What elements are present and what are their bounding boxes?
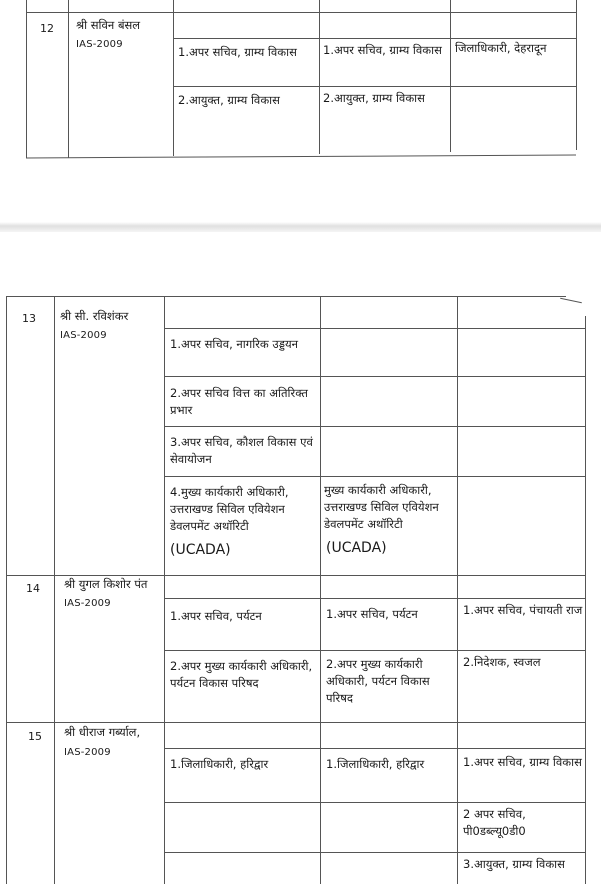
row-13-col2-ucada: (UCADA) [170,542,231,558]
row-14-number: 14 [26,582,40,595]
row-12-col3-item-2: 2.आयुक्त, ग्राम्य विकास [323,91,425,105]
page-separator [0,222,601,232]
row-13-officer-batch: IAS-2009 [60,330,107,341]
row-15-officer-name: श्री धीराज गर्ब्याल, [64,725,141,739]
row-13-col3-ucada: (UCADA) [326,540,387,556]
row-12-officer-batch: IAS-2009 [76,39,123,50]
row-15-number: 15 [28,730,42,743]
page-fragment-top [0,0,601,200]
row-12-col4-item-1: जिलाधिकारी, देहरादून [455,41,547,55]
row-13-col2-item-3: 3.अपर सचिव, कौशल विकास एवं सेवायोजन [170,435,313,466]
row-12-officer-name: श्री सविन बंसल [76,18,141,32]
row-15-col4-item-2: 2 अपर सचिव, पी0डब्ल्यू0डी0 [463,807,526,838]
row-14-col4-item-1: 1.अपर सचिव, पंचायती राज [463,603,583,617]
row-12-col2-item-1: 1.अपर सचिव, ग्राम्य विकास [178,45,297,59]
row-13-number: 13 [22,312,36,325]
row-14-officer-name: श्री युगल किशोर पंत [64,577,148,591]
row-13-col3-item-1: मुख्य कार्यकारी अधिकारी, उत्तराखण्ड सिविल एवियेशन डेवलपमेंट अथॉरिटी [324,483,439,531]
row-13-col2-item-4: 4.मुख्य कार्यकारी अधिकारी, उत्तराखण्ड सिविल एवियेशन डेवलपमेंट अथॉरिटी [170,485,289,533]
row-15-col4-item-3: 3.आयुक्त, ग्राम्य विकास [463,857,565,871]
row-15-col4-item-1: 1.अपर सचिव, ग्राम्य विकास [463,755,582,769]
row-14-col4-item-2: 2.निदेशक, स्वजल [463,655,541,669]
row-14-col2-item-1: 1.अपर सचिव, पर्यटन [170,609,262,623]
page-fragment-bottom [0,286,601,884]
row-15-col3-item-1: 1.जिलाधिकारी, हरिद्वार [326,757,425,771]
row-13-col2-item-1: 1.अपर सचिव, नागरिक उड्डयन [170,337,299,351]
row-13-officer-name: श्री सी. रविशंकर [60,309,129,323]
row-14-col3-item-1: 1.अपर सचिव, पर्यटन [326,607,418,621]
row-13-col2-item-2: 2.अपर सचिव वित्त का अतिरिक्त प्रभार [170,386,308,417]
row-12-col3-item-1: 1.अपर सचिव, ग्राम्य विकास [323,43,442,57]
row-14-col2-item-2: 2.अपर मुख्य कार्यकारी अधिकारी, पर्यटन विकास परिषद [170,659,313,690]
row-12-col2-item-2: 2.आयुक्त, ग्राम्य विकास [178,93,280,107]
row-14-officer-batch: IAS-2009 [64,598,111,609]
row-14-col3-item-2: 2.अपर मुख्य कार्यकारी अधिकारी, पर्यटन विकास परिषद [326,657,430,705]
row-12-number: 12 [40,22,54,35]
row-15-officer-batch: IAS-2009 [64,747,111,758]
row-15-col2-item-1: 1.जिलाधिकारी, हरिद्वार [170,757,269,771]
